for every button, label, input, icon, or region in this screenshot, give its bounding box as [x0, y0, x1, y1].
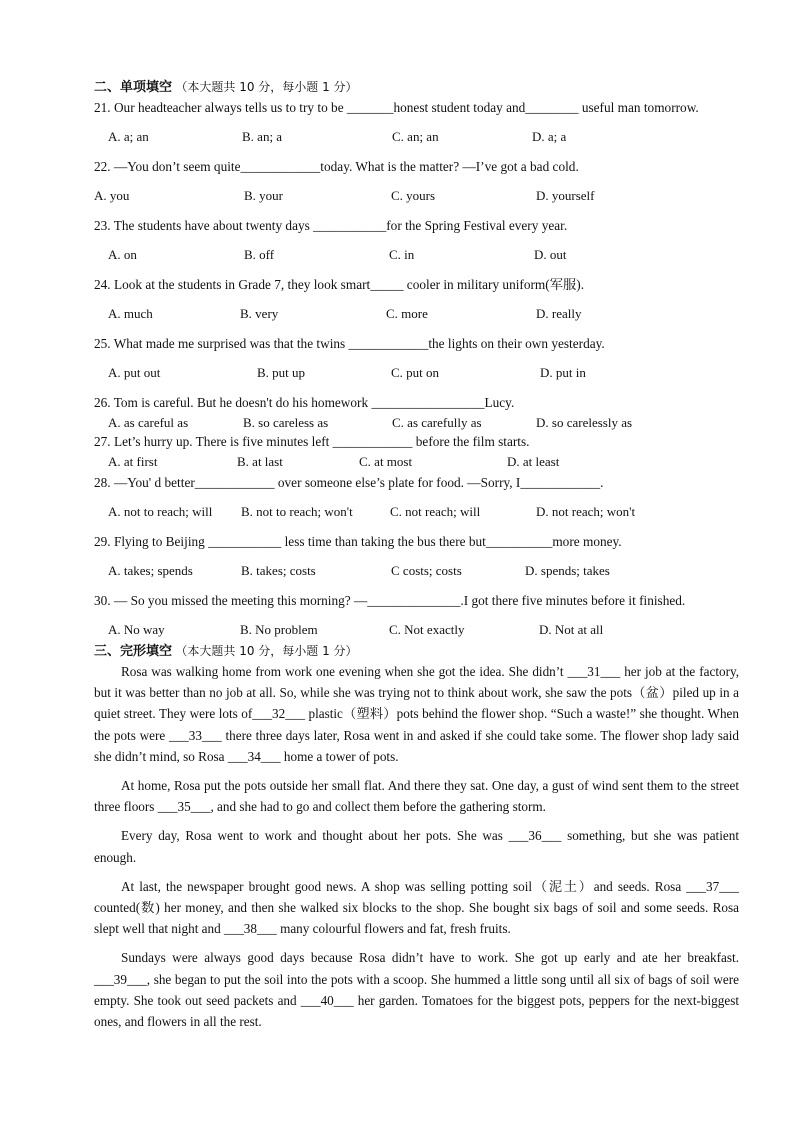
option-a: A. put out [108, 365, 161, 380]
option-d: D. out [534, 247, 567, 262]
option-c: C. not reach; will [390, 504, 481, 519]
option-b: B. your [244, 188, 283, 203]
question-options [94, 305, 739, 323]
section-note: （本大题共 10 分，每小题 1 分） [175, 80, 358, 94]
option-a: A. as careful as [108, 415, 189, 430]
question-options [94, 503, 739, 521]
question-options [94, 364, 739, 382]
option-d: D. Not at all [539, 622, 604, 637]
option-b: B. put up [257, 365, 306, 380]
question-stem: 23. The students have about twenty days ___________for the Spring Festival every year. [94, 218, 568, 233]
option-c: C. more [386, 306, 428, 321]
question-options [94, 128, 739, 146]
option-d: D. so carelessly as [536, 415, 633, 430]
option-b: B. so careless as [243, 415, 329, 430]
option-c: C. an; an [392, 129, 439, 144]
exam-page [94, 76, 739, 1032]
question-options [94, 187, 739, 205]
passage-paragraph: At home, Rosa put the pots outside her small flat. And there they sat. One day, a gust of wind sent them to the street three floors ___35___, and she had to go and collect them before the gathering storm. [94, 778, 739, 815]
option-c: C. put on [391, 365, 440, 380]
option-b: B. off [244, 247, 275, 262]
option-d: D. spends; takes [525, 563, 610, 578]
passage-paragraph: Sundays were always good days because Rosa didn’t have to work. She got up early and ate her breakfast. ___39___, she began to put the soil into the pots with a scoop. She hummed a little song until all six of bags of soil were empty. She took out seed packets and ___40___ her garden. Tomatoes for the biggest pots, peppers for the next-biggest ones, and flowers in all the rest. [94, 950, 739, 1030]
option-b: B. an; a [242, 129, 283, 144]
question-stem: 26. Tom is careful. But he doesn't do his homework _________________Lucy. [94, 395, 515, 410]
option-c: C. as carefully as [392, 415, 482, 430]
question-options [94, 453, 739, 471]
section-header-cloze [94, 640, 739, 661]
option-d: D. at least [507, 454, 560, 469]
question-options [94, 414, 739, 432]
option-a: A. much [108, 306, 153, 321]
section-header-single-choice [94, 76, 739, 97]
section-title: 三、完形填空 [94, 644, 173, 659]
question-stem: 27. Let’s hurry up. There is five minutes left ____________ before the film starts. [94, 434, 530, 449]
option-b: B. No problem [240, 622, 318, 637]
option-b: B. takes; costs [241, 563, 316, 578]
question-stem: 25. What made me surprised was that the twins ____________the lights on their own yesterday. [94, 336, 605, 351]
option-d: D. a; a [532, 129, 567, 144]
option-d: D. put in [540, 365, 586, 380]
option-d: D. not reach; won't [536, 504, 636, 519]
option-c: C. Not exactly [389, 622, 465, 637]
passage-paragraph: At last, the newspaper brought good news. A shop was selling potting soil（泥土）and seeds. Rosa ___37___ counted(数) her money, and then she walked six blocks to the shop. She bought six bags of soil and some seeds. Rosa slept well that night and ___38___ many colourful flowers and fat, fresh fruits. [94, 878, 739, 937]
question-stem: 28. —You' d better____________ over someone else’s plate for food. —Sorry, I____________. [94, 475, 604, 490]
passage-paragraph: Rosa was walking home from work one evening when she got the idea. She didn’t ___31___ her job at the factory, but it was better than no job at all. So, while she was trying not to think about work, she saw the pots（盆）piled up in a quiet street. They were lots of___32___ plastic（塑料）pots behind the flower shop. “Such a waste!” she thought. When the pots were ___33___ there three days later, Rosa went in and asked if she could take some. The flower shop lady said she didn’t mind, so Rosa ___34___ home a tower of pots. [94, 664, 739, 764]
option-a: A. takes; spends [108, 563, 193, 578]
option-c: C. yours [391, 188, 436, 203]
question-stem: 30. — So you missed the meeting this morning? —______________.I got there five minutes before it finished. [94, 593, 686, 608]
option-a: A. a; an [108, 129, 149, 144]
option-a: A. on [108, 247, 137, 262]
question-options [94, 621, 739, 639]
option-d: D. yourself [536, 188, 595, 203]
question-options [94, 562, 739, 580]
option-a: A. you [94, 188, 130, 203]
option-c: C. at most [359, 454, 413, 469]
option-d: D. really [536, 306, 582, 321]
option-a: A. at first [108, 454, 158, 469]
section-note: （本大题共 10 分，每小题 1 分） [175, 644, 358, 658]
option-b: B. very [240, 306, 279, 321]
option-b: B. not to reach; won't [241, 504, 353, 519]
question-stem: 24. Look at the students in Grade 7, they look smart_____ cooler in military uniform(军服). [94, 277, 585, 292]
question-stem: 29. Flying to Beijing ___________ less time than taking the bus there but__________more money. [94, 534, 622, 549]
question-options [94, 246, 739, 264]
question-stem: 21. Our headteacher always tells us to try to be _______honest student today and________ useful man tomorrow. [94, 100, 699, 115]
question-stem: 22. —You don’t seem quite____________today. What is the matter? —I’ve got a bad cold. [94, 159, 579, 174]
option-a: A. No way [108, 622, 165, 637]
passage-paragraph: Every day, Rosa went to work and thought about her pots. She was ___36___ something, but she was patient enough. [94, 828, 739, 865]
option-a: A. not to reach; will [108, 504, 213, 519]
option-c: C. in [389, 247, 415, 262]
option-b: B. at last [237, 454, 283, 469]
option-c: C costs; costs [391, 563, 462, 578]
section-title: 二、单项填空 [94, 80, 173, 95]
